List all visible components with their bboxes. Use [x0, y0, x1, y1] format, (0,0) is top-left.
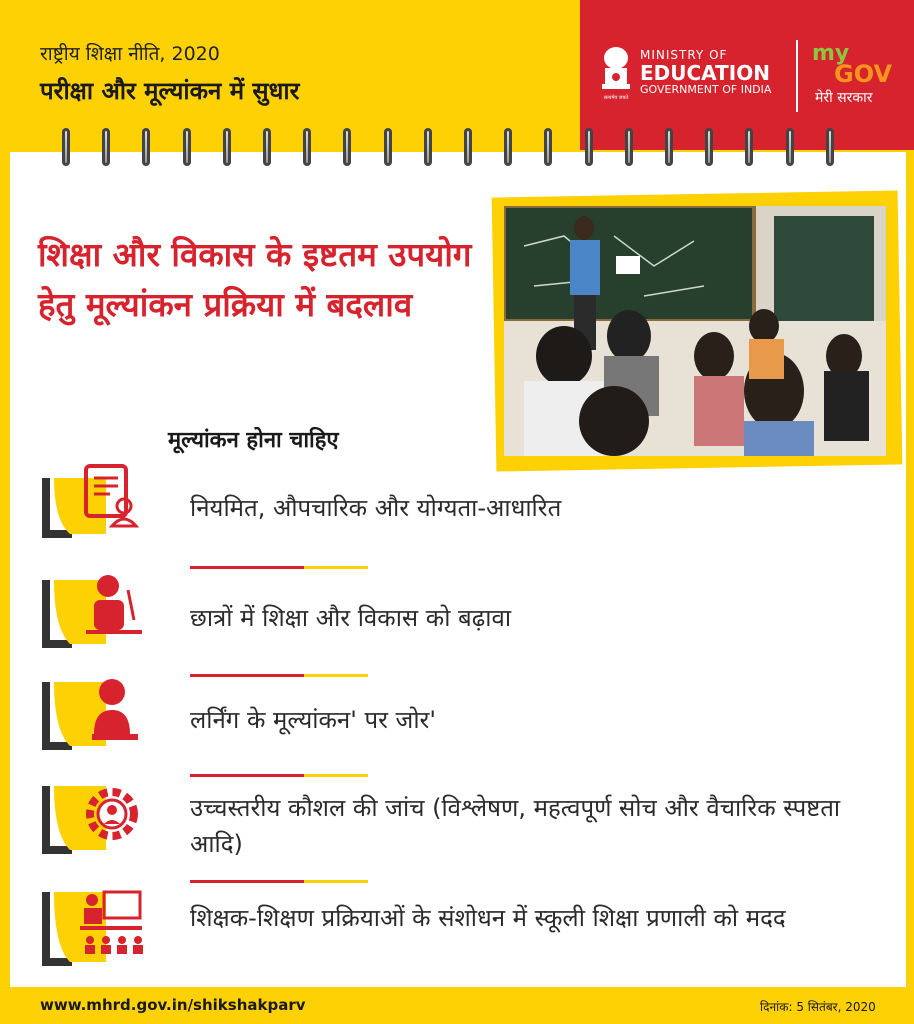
emblem-caption: सत्यमेव जयते — [603, 95, 629, 101]
criteria-item-5: शिक्षक-शिक्षण प्रक्रियाओं के संशोधन में स्कूली शिक्षा प्रणाली को मदद — [190, 904, 786, 932]
criteria-subheading: मूल्यांकन होना चाहिए — [168, 428, 339, 453]
binder-ring — [464, 128, 472, 166]
binder-ring — [745, 128, 753, 166]
binder-ring — [585, 128, 593, 166]
ministry-logo — [640, 48, 771, 96]
item-divider — [190, 566, 368, 569]
item-divider — [190, 674, 368, 677]
mygov-logo — [812, 40, 902, 86]
national-emblem-icon — [596, 44, 636, 104]
classroom-photo — [504, 206, 886, 456]
gear-thinking-icon — [36, 776, 146, 858]
document-user-icon — [36, 460, 146, 542]
binder-ring — [183, 128, 191, 166]
binder-ring — [665, 128, 673, 166]
footer-url-link[interactable]: www.mhrd.gov.in/shikshakparv — [40, 996, 306, 1014]
binder-ring — [142, 128, 150, 166]
binder-ring — [826, 128, 834, 166]
mygov-gov: GOV — [834, 60, 893, 86]
student-learning-icon — [36, 570, 146, 652]
footer-date: दिनांक: 5 सितंबर, 2020 — [760, 1000, 876, 1014]
binder-ring — [504, 128, 512, 166]
binder-ring — [544, 128, 552, 166]
criteria-item-4: उच्चस्तरीय कौशल की जांच (विश्लेषण, महत्वपूर्ण सोच और वैचारिक स्पष्टता आदि) — [190, 794, 841, 858]
binder-ring — [263, 128, 271, 166]
binder-ring — [223, 128, 231, 166]
item-divider — [190, 774, 368, 777]
ministry-line1: MINISTRY OF — [640, 48, 728, 62]
logo-divider — [796, 40, 798, 112]
criteria-item-3: लर्निंग के मूल्यांकन' पर जोर' — [190, 706, 436, 734]
page-title: परीक्षा और मूल्यांकन में सुधार — [40, 77, 300, 105]
classroom-presentation-icon — [36, 888, 146, 970]
binder-ring — [625, 128, 633, 166]
binder-ring — [62, 128, 70, 166]
mygov-my: my — [812, 41, 850, 66]
mygov-tagline: मेरी सरकार — [815, 90, 873, 106]
ministry-line3: GOVERNMENT OF INDIA — [640, 83, 772, 96]
ministry-line2: EDUCATION — [640, 61, 770, 85]
policy-subtitle: राष्ट्रीय शिक्षा नीति, 2020 — [40, 43, 220, 65]
binder-ring — [343, 128, 351, 166]
item-divider — [190, 880, 368, 883]
binder-ring — [303, 128, 311, 166]
binder-ring — [384, 128, 392, 166]
criteria-item-1: नियमित, औपचारिक और योग्यता-आधारित — [190, 494, 562, 522]
binder-ring — [786, 128, 794, 166]
learner-laptop-icon — [36, 672, 146, 754]
binder-ring — [705, 128, 713, 166]
criteria-item-2: छात्रों में शिक्षा और विकास को बढ़ावा — [190, 604, 512, 632]
main-headline: शिक्षा और विकास के इष्टतम उपयोग हेतु मूल्यांकन प्रक्रिया में बदलाव — [38, 235, 472, 324]
binder-ring — [424, 128, 432, 166]
binder-ring — [102, 128, 110, 166]
